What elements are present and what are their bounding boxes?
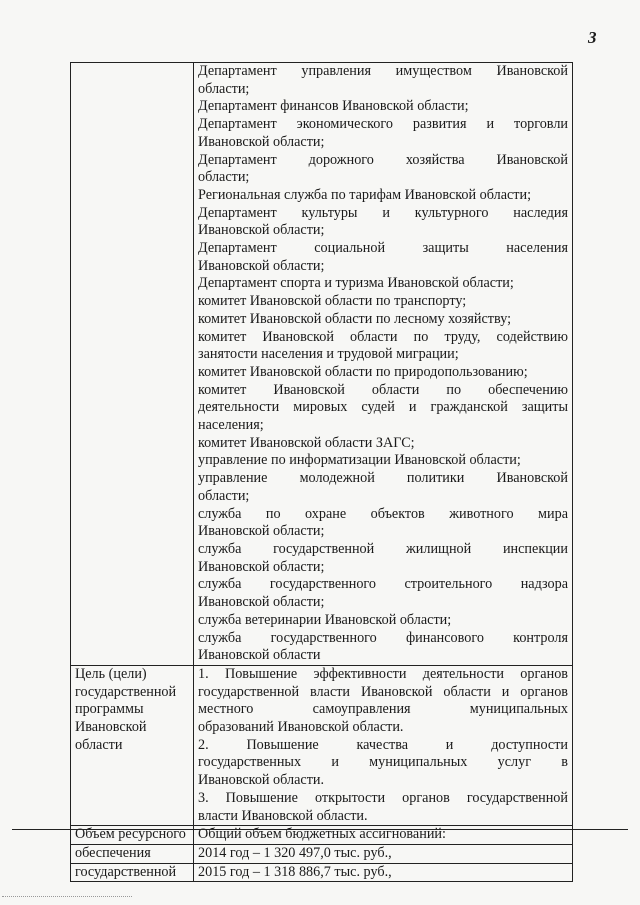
row-value-line: служба по охране объектов животного мира — [198, 505, 568, 522]
row-value-line: Департамент экономического развития и торговли — [198, 116, 568, 133]
row-value-cell — [194, 63, 573, 666]
row-value-line: комитет Ивановской области по природопользованию; — [198, 363, 528, 380]
row-value-line: комитет Ивановской области по лесному хозяйству; — [198, 310, 512, 327]
table-body — [71, 63, 573, 882]
row-value-line: области; — [198, 80, 250, 97]
row-value-line: Департамент финансов Ивановской области; — [198, 98, 469, 115]
row-value-line: управление по информатизации Ивановской области; — [198, 452, 521, 469]
row-value-line: комитет Ивановской области ЗАГС; — [198, 434, 415, 451]
row-value-line: Общий объем бюджетных ассигнований: — [198, 826, 446, 843]
row-value-line: Ивановской области; — [198, 523, 325, 540]
row-value-line: Департамент дорожного хозяйства Ивановской — [198, 151, 568, 168]
row-value-line: Департамент спорта и туризма Ивановской области; — [198, 275, 514, 292]
row-value-line: 2. Повышение качества и доступности — [198, 736, 568, 753]
row-value-line: комитет Ивановской области по труду, содействию — [198, 328, 568, 345]
row-value-line: 2014 год – 1 320 497,0 тыс. руб., — [198, 844, 392, 861]
table-row — [71, 863, 573, 882]
row-value-line: государственной власти Ивановской области и органов — [198, 683, 568, 700]
row-value-line: служба государственного строительного надзора — [198, 576, 568, 593]
page-cut-line — [12, 829, 628, 830]
row-value-line: Ивановской области; — [198, 257, 325, 274]
row-value-line: местного самоуправления муниципальных — [198, 701, 568, 718]
program-passport-table — [70, 62, 573, 882]
row-value-cell — [194, 844, 573, 863]
row-value-line: населения; — [198, 417, 264, 434]
table-row — [71, 665, 573, 825]
row-value-line: управление молодежной политики Ивановской — [198, 470, 568, 487]
row-value-line: комитет Ивановской области по обеспечению — [198, 381, 568, 398]
scan-noise — [2, 896, 132, 897]
row-label-line: Объем ресурсного — [75, 826, 186, 843]
row-value-line: Ивановской области; — [198, 558, 325, 575]
row-label-line: Ивановской — [75, 719, 147, 736]
row-label-line: государственной — [75, 683, 177, 700]
row-label-cell — [71, 844, 194, 863]
row-value-line: 1. Повышение эффективности деятельности органов — [198, 665, 568, 682]
row-value-line: власти Ивановской области. — [198, 807, 368, 824]
row-value-line: служба ветеринарии Ивановской области; — [198, 611, 452, 628]
row-value-line: Ивановской области; — [198, 222, 325, 239]
row-value-line: комитет Ивановской области по транспорту; — [198, 293, 467, 310]
row-value-line: Департамент социальной защиты населения — [198, 240, 568, 257]
row-value-line: Департамент культуры и культурного наследия — [198, 204, 568, 221]
row-label-line: Цель (цели) — [75, 665, 147, 682]
row-value-line: Ивановской области; — [198, 133, 325, 150]
row-value-line: области; — [198, 487, 250, 504]
row-value-line: Департамент управления имуществом Ивановской — [198, 63, 568, 79]
row-value-line: 2015 год – 1 318 886,7 тыс. руб., — [198, 863, 392, 880]
row-value-line: служба государственной жилищной инспекции — [198, 540, 568, 557]
row-value-line: области; — [198, 169, 250, 186]
row-value-line: деятельности мировых судей и гражданской защиты — [198, 399, 568, 416]
row-value-line: Ивановской области; — [198, 594, 325, 611]
table-row — [71, 844, 573, 863]
row-value-line: 3. Повышение открытости органов государственной — [198, 789, 568, 806]
row-label-line: программы — [75, 701, 144, 718]
row-label-cell — [71, 63, 194, 666]
row-value-cell — [194, 863, 573, 882]
row-value-cell — [194, 665, 573, 825]
row-value-line: служба государственного финансового контроля — [198, 629, 568, 646]
row-value-line: образований Ивановской области. — [198, 719, 404, 736]
row-value-line: Ивановской области. — [198, 772, 325, 789]
row-value-line: Региональная служба по тарифам Ивановской области; — [198, 186, 532, 203]
row-label-line: области — [75, 736, 123, 753]
row-label-line: обеспечения — [75, 844, 151, 861]
row-value-line: государственных и муниципальных услуг в — [198, 754, 568, 771]
row-label-line: государственной — [75, 863, 177, 880]
row-value-line: занятости населения и трудовой миграции; — [198, 346, 459, 363]
row-label-cell — [71, 863, 194, 882]
table-row — [71, 63, 573, 666]
row-label-cell — [71, 665, 194, 825]
page-number: 3 — [588, 28, 597, 47]
row-value-line: Ивановской области — [198, 647, 321, 664]
